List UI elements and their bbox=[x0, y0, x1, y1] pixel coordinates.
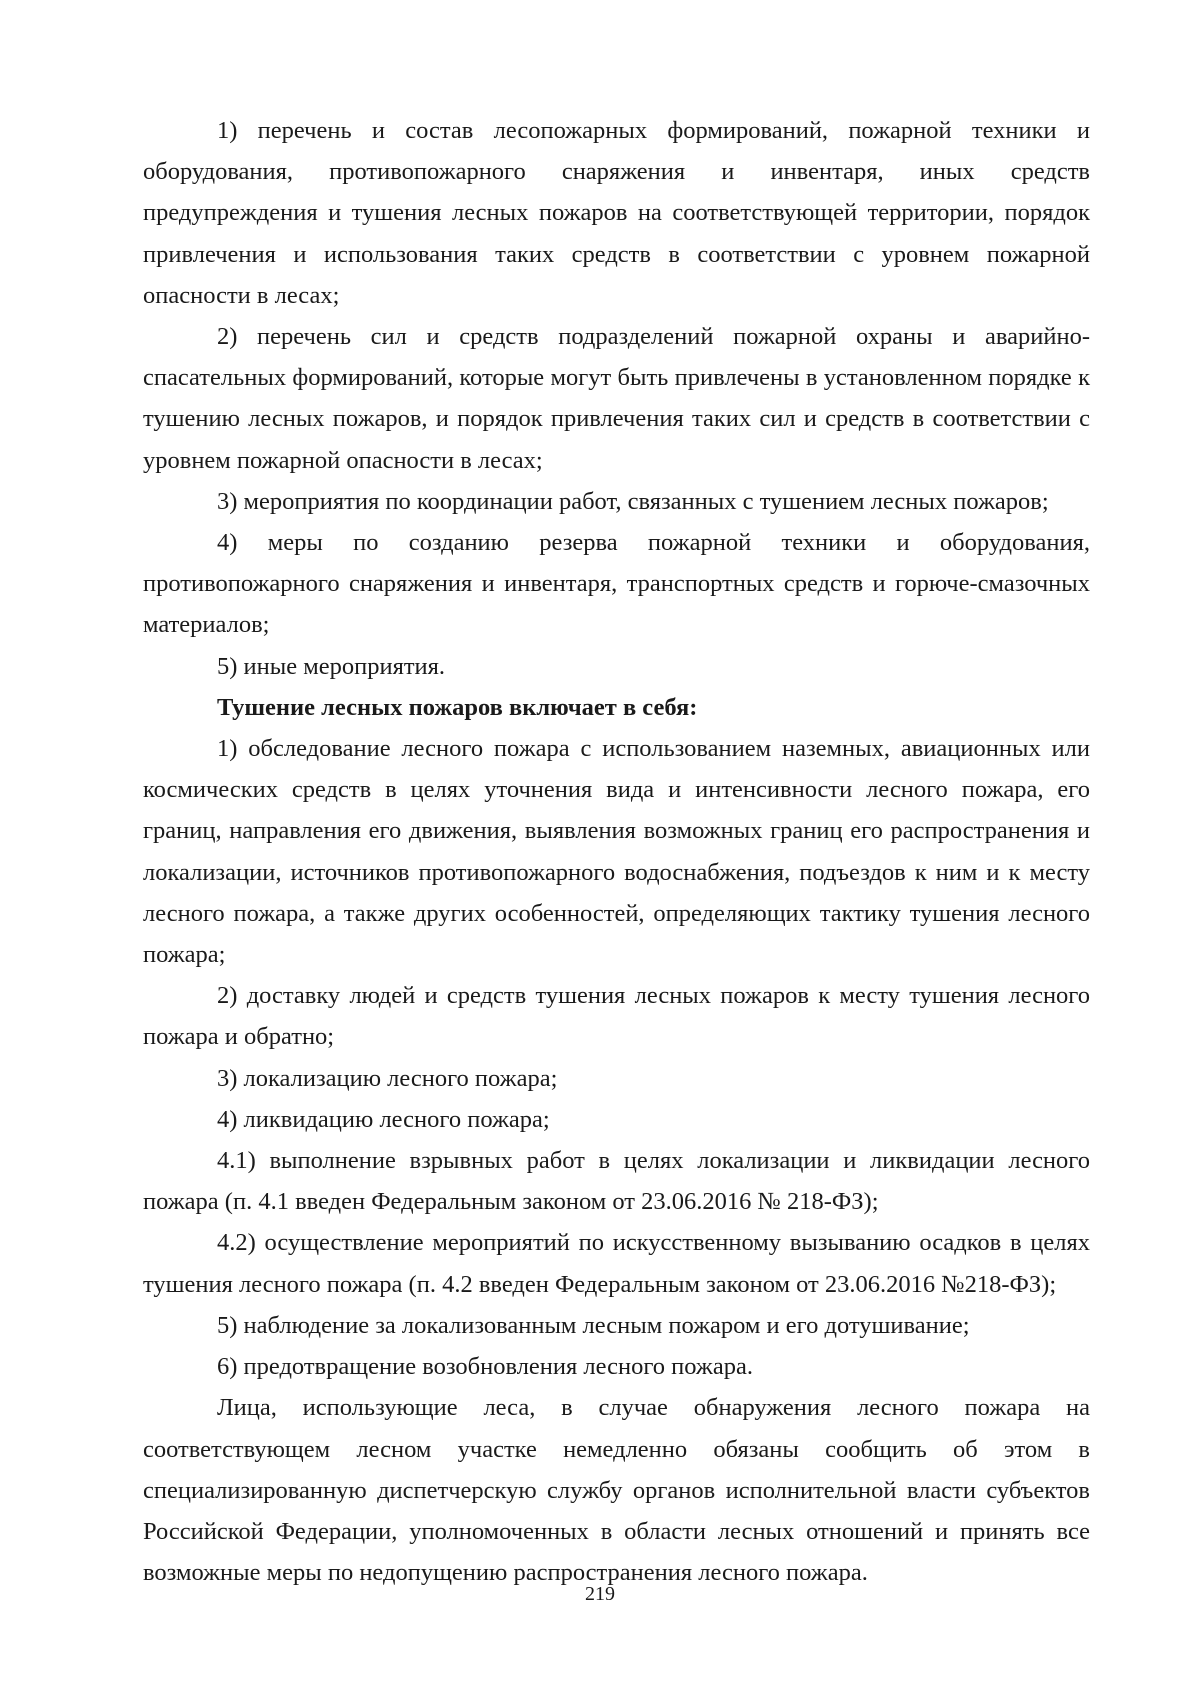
paragraph-list-item-5: 5) иные мероприятия. bbox=[217, 652, 446, 680]
paragraph-extinguish-item-4-2: 4.2) осуществление мероприятий по искусственному вызыванию осадков в целях тушения лесного пожара (п. 4.2 введен Федеральным законом от 23.06.2016 №218-ФЗ); bbox=[143, 1229, 1090, 1298]
section-heading: Тушение лесных пожаров включает в себя: bbox=[217, 693, 698, 721]
paragraph-extinguish-item-6: 6) предотвращение возобновления лесного пожара. bbox=[217, 1353, 753, 1381]
paragraph-list-item-3: 3) мероприятия по координации работ, связанных с тушением лесных пожаров; bbox=[217, 487, 1049, 515]
paragraph-extinguish-item-5: 5) наблюдение за локализованным лесным пожаром и его дотушивание; bbox=[217, 1311, 970, 1339]
paragraph-extinguish-item-1: 1) обследование лесного пожара с использованием наземных, авиационных или космических средств в целях уточнения вида и интенсивности лесного пожара, его границ, направления его движения, выявления возможных границ его распространения и локализации, источников противопожарного водоснабжения, подъездов к ним и к месту лесного пожара, а также других особенностей, определяющих тактику тушения лесного пожара; bbox=[143, 735, 1090, 969]
page-number: 219 bbox=[585, 1583, 615, 1605]
paragraph-list-item-1: 1) перечень и состав лесопожарных формирований, пожарной техники и оборудования, противопожарного снаряжения и инвентаря, иных средств предупреждения и тушения лесных пожаров на соответствующей территории, порядок привлечения и использования таких средств в соответствии с уровнем пожарной опасности в лесах; bbox=[143, 117, 1090, 309]
paragraph-list-item-2: 2) перечень сил и средств подразделений пожарной охраны и аварийно-спасательных формирований, которые могут быть привлечены в установленном порядке к тушению лесных пожаров, и порядок привлечения таких сил и средств в соответствии с уровнем пожарной опасности в лесах; bbox=[143, 323, 1090, 474]
paragraph-extinguish-item-4: 4) ликвидацию лесного пожара; bbox=[217, 1105, 550, 1133]
paragraph-closing: Лица, использующие леса, в случае обнаружения лесного пожара на соответствующем лесном участке немедленно обязаны сообщить об этом в специализированную диспетчерскую службу органов исполнительной власти субъектов Российской Федерации, уполномоченных в области лесных отношений и принять все возможные меры по недопущению распространения лесного пожара. bbox=[143, 1394, 1090, 1587]
paragraph-list-item-4: 4) меры по созданию резерва пожарной техники и оборудования, противопожарного снаряжения и инвентаря, транспортных средств и горюче-смазочных материалов; bbox=[143, 529, 1090, 639]
paragraph-extinguish-item-3: 3) локализацию лесного пожара; bbox=[217, 1064, 558, 1092]
document-body bbox=[143, 110, 1090, 1593]
paragraph-extinguish-item-2: 2) доставку людей и средств тушения лесных пожаров к месту тушения лесного пожара и обратно; bbox=[143, 982, 1090, 1051]
paragraph-extinguish-item-4-1: 4.1) выполнение взрывных работ в целях локализации и ликвидации лесного пожара (п. 4.1 введен Федеральным законом от 23.06.2016 № 218-ФЗ); bbox=[143, 1147, 1090, 1216]
